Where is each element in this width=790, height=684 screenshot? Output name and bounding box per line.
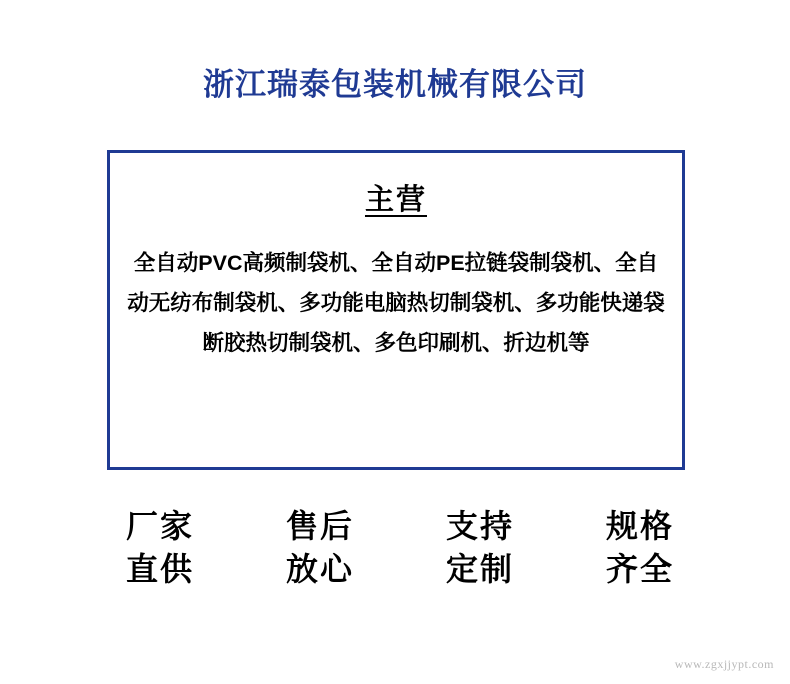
feature-line-2: 直供: [125, 551, 194, 588]
box-body-text: 全自动PVC高频制袋机、全自动PE拉链袋制袋机、全自动无纺布制袋机、多功能电脑热切制袋机、多功能快递袋断胶热切制袋机、多色印刷机、折边机等: [127, 251, 665, 355]
features-row: [95, 505, 705, 591]
feature-line-1: 支持: [445, 508, 514, 544]
feature-line-2: 齐全: [605, 551, 674, 588]
watermark-text: www.zgxjjypt.com: [674, 657, 774, 671]
feature-line-1: 厂家: [125, 508, 194, 544]
main-content-box: [107, 150, 685, 470]
box-heading: 主营: [364, 184, 427, 216]
feature-item: [575, 505, 705, 591]
feature-line-1: 规格: [605, 508, 674, 544]
feature-item: [95, 505, 225, 591]
feature-line-2: 定制: [445, 551, 514, 588]
feature-item: [415, 505, 545, 591]
feature-item: [255, 505, 385, 591]
feature-line-2: 放心: [285, 551, 354, 588]
feature-line-1: 售后: [285, 508, 354, 544]
company-title: 浙江瑞泰包装机械有限公司: [203, 67, 587, 102]
